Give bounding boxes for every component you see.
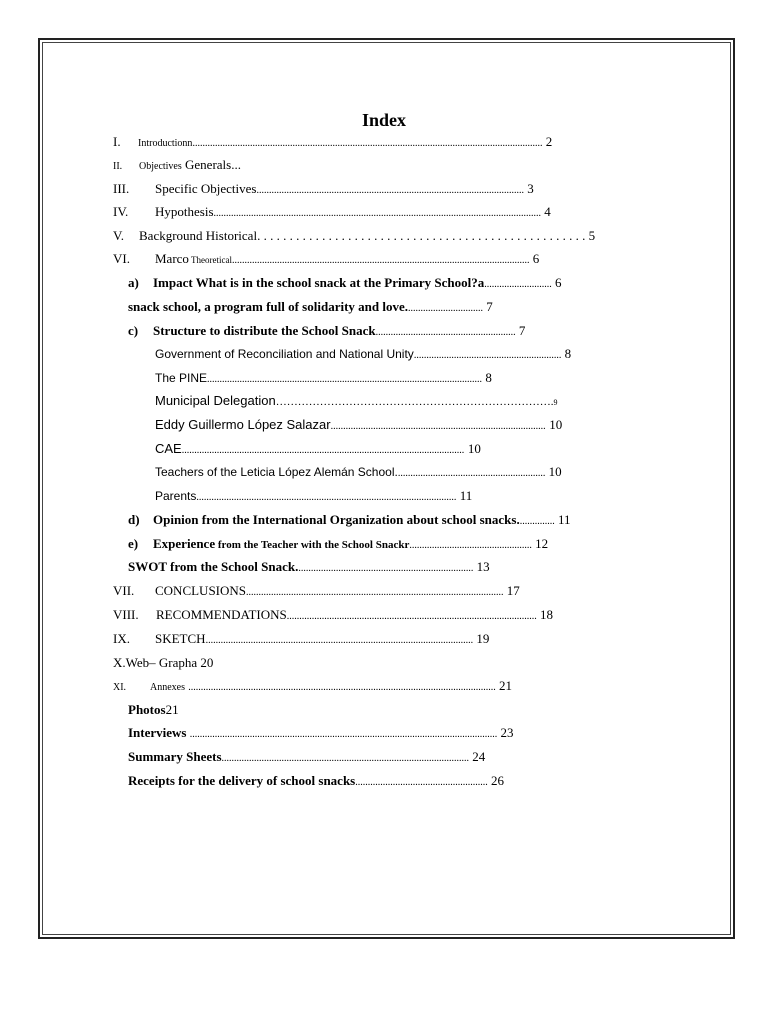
toc-leader: . . . . . . . . . . . . . . . . . . . . . . . . . . . . . . . . . . . . . . . . . . . . . . . . . . . (257, 228, 586, 243)
toc-leader: .............................. (408, 303, 484, 314)
toc-page: 8 (564, 346, 572, 361)
toc-page: 6 (532, 251, 540, 266)
toc-entry[interactable] (128, 323, 525, 341)
toc-page: 2 (545, 134, 553, 149)
toc-title: X.Web– Grapha 20 (113, 655, 214, 670)
toc-entry[interactable] (128, 512, 570, 530)
toc-leader: ........................................................................................................... (256, 185, 524, 196)
toc-entry[interactable] (142, 370, 492, 388)
toc-title: SWOT from the School Snack. (128, 559, 299, 574)
toc-page: 12 (535, 536, 549, 551)
toc-number: XI. (113, 682, 127, 693)
toc-title: RECOMMENDATIONS (156, 607, 287, 622)
toc-leader: ........................................................... (413, 350, 562, 361)
toc-page: 11 (557, 512, 571, 527)
toc-title: Interviews (128, 725, 187, 740)
toc-page: 21 (165, 702, 179, 717)
toc-title: Specific Objectives (155, 181, 257, 196)
toc-title: The PINE (155, 371, 208, 385)
toc-title: Marco (155, 251, 189, 266)
toc-leader: ....................................................................................................... (246, 587, 504, 598)
toc-entry[interactable] (113, 583, 520, 601)
toc-entry[interactable] (113, 678, 512, 696)
toc-entry[interactable] (142, 393, 557, 411)
toc-entry[interactable] (113, 228, 595, 244)
toc-leader: .............. (519, 516, 555, 527)
toc-page: 7 (486, 299, 493, 314)
toc-entry[interactable] (128, 559, 490, 577)
toc-entry[interactable] (142, 441, 481, 459)
toc-number: c) (128, 323, 139, 338)
toc-title-small: Objectives (139, 161, 182, 172)
toc-number: II. (113, 161, 123, 172)
toc-page: 10 (549, 417, 563, 432)
toc-entry[interactable] (128, 536, 548, 554)
toc-leader: ........................... (484, 279, 552, 290)
toc-page: 5 (588, 228, 596, 243)
toc-number: IV. (113, 204, 129, 219)
toc-title: Introductionn (138, 138, 193, 149)
toc-number: IX. (113, 631, 130, 646)
toc-number: d) (128, 512, 140, 527)
toc-leader: ........................................................................................................................... (188, 682, 496, 693)
toc-leader: ...................................................................... (298, 563, 474, 574)
toc-entry[interactable] (113, 655, 213, 671)
toc-entry[interactable] (142, 346, 571, 364)
toc-leader: ........................................................................................................... (205, 635, 474, 646)
toc-page: 6 (555, 275, 562, 290)
toc-leader: …………………………………………………………………. (275, 396, 554, 408)
toc-title: Generals... (181, 157, 241, 172)
toc-page: 11 (459, 488, 473, 503)
toc-number: I. (113, 134, 121, 149)
toc-number: a) (128, 275, 139, 290)
toc-page: 10 (467, 441, 481, 456)
toc-page: 3 (527, 181, 534, 196)
toc-title: Annexes (150, 682, 185, 693)
toc-title: CAE (155, 441, 182, 456)
toc-page: 8 (485, 370, 492, 385)
toc-entry[interactable] (128, 702, 179, 718)
toc-leader: ...................................................................................... (330, 421, 546, 432)
toc-leader: ........................................................ (375, 327, 516, 338)
toc-title-small: Theoretical (188, 255, 232, 265)
toc-page: 18 (539, 607, 553, 622)
toc-number: V. (113, 228, 124, 243)
page-title: Index (361, 110, 406, 130)
toc-page: 23 (500, 725, 514, 740)
toc-page: 13 (476, 559, 490, 574)
toc-title: Opinion from the International Organization about school snacks. (153, 512, 520, 527)
toc-leader: ................................................................................................................................... (213, 208, 541, 219)
toc-entry[interactable] (113, 251, 539, 269)
toc-title: Impact What is in the school snack at the Primary School?a (153, 275, 485, 290)
toc-number: VIII. (113, 607, 139, 622)
toc-leader: ....................................................................................................................... (232, 255, 530, 266)
toc-leader: ................................................................................................................. (181, 445, 465, 456)
toc-entry[interactable] (142, 464, 562, 482)
toc-title-small: from the Teacher with the School Snackr (215, 539, 410, 551)
toc-page: 17 (506, 583, 520, 598)
toc-leader: ................................................................................................... (221, 753, 470, 764)
toc-title: Photos (128, 702, 166, 717)
toc-title: Parents (155, 489, 197, 503)
toc-leader: ........................................................... (397, 468, 546, 479)
toc-entry[interactable] (128, 275, 562, 293)
toc-page: 7 (518, 323, 526, 338)
toc-title: CONCLUSIONS (155, 583, 247, 598)
toc-entry[interactable] (113, 204, 551, 222)
toc-number: VI. (113, 251, 130, 266)
toc-number: e) (128, 536, 139, 551)
toc-leader: ........................................................................................................ (196, 492, 457, 503)
toc-entry[interactable] (128, 725, 514, 743)
toc-page: 24 (472, 749, 486, 764)
toc-entry[interactable] (113, 607, 553, 625)
toc-entry[interactable] (128, 299, 493, 317)
toc-leader: ........................................................................................................................... (189, 729, 498, 740)
toc-page: 9 (553, 398, 558, 407)
toc-page: 4 (544, 204, 551, 219)
toc-title: Eddy Guillermo López Salazar (155, 417, 331, 432)
toc-title: Government of Reconciliation and National Unity (155, 347, 414, 361)
toc-entry[interactable] (113, 181, 534, 199)
toc-page: 21 (499, 678, 512, 693)
toc-title: Experience (153, 536, 216, 551)
toc-number: III. (113, 181, 130, 196)
toc-page: 26 (490, 773, 504, 788)
toc-entry[interactable] (113, 157, 241, 175)
toc-entry[interactable] (113, 134, 552, 152)
toc-title: Hypothesis (155, 204, 214, 219)
toc-page: 19 (476, 631, 490, 646)
toc-title: Municipal Delegation (155, 393, 276, 408)
toc-title: Receipts for the delivery of school snacks (128, 773, 356, 788)
toc-number: VII. (113, 583, 135, 598)
toc-leader: ..................................................... (355, 777, 488, 788)
toc-entry[interactable] (142, 488, 472, 506)
toc-leader: ............................................................................................................................................ (192, 138, 543, 149)
toc-entry[interactable] (142, 417, 562, 435)
toc-title: SKETCH (155, 631, 206, 646)
toc-title: Structure to distribute the School Snack (153, 323, 376, 338)
toc-entry[interactable] (113, 631, 489, 649)
toc-leader: ................................................. (409, 540, 532, 551)
toc-entry[interactable] (128, 749, 485, 767)
toc-leader: .............................................................................................................. (207, 374, 483, 385)
toc-title: Summary Sheets (128, 749, 222, 764)
toc-title: Background Historical (139, 228, 258, 243)
toc-title: snack school, a program full of solidarity and love. (128, 299, 409, 314)
toc-entry[interactable] (128, 773, 504, 791)
toc-page: 10 (548, 464, 562, 479)
toc-title: Teachers of the Leticia López Alemán School. (155, 465, 398, 479)
toc-leader: .................................................................................................... (286, 611, 537, 622)
